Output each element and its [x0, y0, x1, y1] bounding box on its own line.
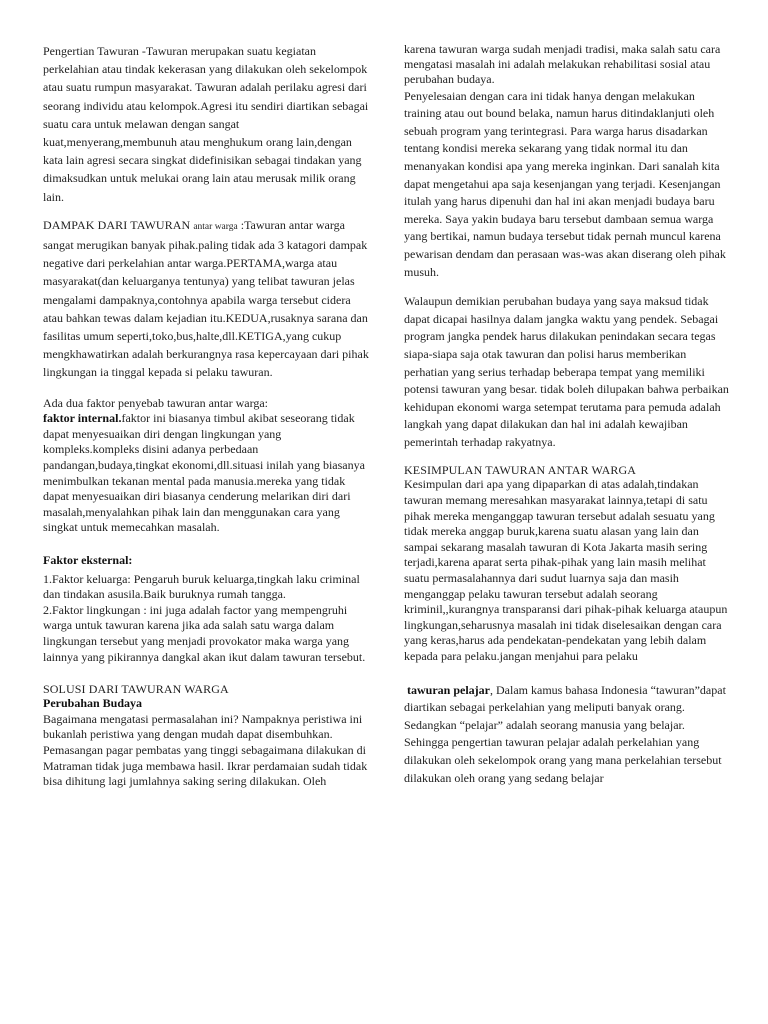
- label-faktor-eksternal: Faktor eksternal:: [43, 553, 133, 567]
- right-column: [404, 42, 732, 787]
- label-tawuran-pelajar: tawuran pelajar: [407, 682, 490, 697]
- tawuran-pelajar-body: , Dalam kamus bahasa Indonesia “tawuran”dapat diartikan sebagai perkelahian yang meliputi banyak orang. Sedangkan “pelajar” adalah seorang manusia yang belajar. Sehingga pengertian tawuran pelajar adalah perkelahian yang dilakukan oleh sekelompok orang yang mana perkelahian tersebut dilakukan oleh orang yang sedang belajar: [404, 682, 726, 785]
- paragraph-faktor-internal: [43, 411, 369, 536]
- dampak-body: :Tawuran antar warga sangat merugikan banyak pihak.paling tidak ada 3 katagori dampak negative dari perkelahian antar warga.PERTAMA,warga atau masyarakat(dan keluarganya tentunya) yang telibat tawuran jelas mengalami dampaknya,contohnya apabila warga tersebut cidera atau bahkan tewas dalam kejadian itu.KEDUA,rusaknya sarana dan fasilitas umum seperti,toko,bus,halte,dll.KETIGA,yang cukup mengkhawatirkan adalah berkurangnya rasa kepercayaan dari pihak lingkungan ia tinggal kepada si pelaku tawuran.: [43, 217, 369, 380]
- paragraph-faktor-lingkungan: 2.Faktor lingkungan : ini juga adalah factor yang mempengruhi warga untuk tawuran karena jika ada salah satu warga dalam lingkungan tersebut yang menjadi provokator maka warga yang lainnya yang pikirannya dangkal akan ikut dalam tawuran tersebut.: [43, 602, 366, 664]
- paragraph-perubahan-jangka: Walaupun demikian perubahan budaya yang saya maksud tidak dapat dicapai hasilnya dalam jangka waktu yang pendek. Sebagai program jangka pendek harus dilakukan penindakan secara tegas siapa-siapa saja otak tawuran dan polisi harus memberikan perhatian yang serius terhadap beberapa tempat yang memiliki potensi tawuran yang besar. tidak boleh dilupakan bahwa perbaikan kehidupan ekonomi warga setempat terutama para pemuda adalah langkah yang dapat dilakukan dan hal ini adalah kewajiban pemerintah terhadap rakyatnya.: [404, 294, 729, 449]
- heading-kesimpulan: KESIMPULAN TAWURAN ANTAR WARGA: [404, 463, 637, 478]
- paragraph-pengertian-tawuran: Pengertian Tawuran -Tawuran merupakan suatu kegiatan perkelahian atau tindak kekerasan yang dilakukan oleh sekelompok atau suatu rumpun masyarakat. Tawuran adalah perilaku agresi dari seorang individu atau kelompok.Agresi itu sendiri diartikan sebagai suatu cara untuk melawan dengan sangat kuat,menyerang,membunuh atau menghukum orang lain,dengan kata lain agresi secara singkat didefinisikan sebagai tindakan yang dimaksudkan untuk melukai orang lain atau merusak milik orang lain.: [43, 44, 369, 204]
- paragraph-faktor-intro: Ada dua faktor penyebab tawuran antar warga:: [43, 395, 269, 410]
- paragraph-tawuran-pelajar: [404, 682, 732, 788]
- heading-solusi-tawuran: SOLUSI DARI TAWURAN WARGA: [43, 682, 229, 697]
- subheading-antar-warga: antar warga: [193, 221, 238, 232]
- left-column: [43, 42, 369, 790]
- label-perubahan-budaya: Perubahan Budaya: [43, 696, 143, 711]
- paragraph-dampak-tawuran: [43, 216, 369, 382]
- paragraph-penyelesaian: Penyelesaian dengan cara ini tidak hanya dengan melakukan training atau out bound belaka, namun harus ditindaklanjuti oleh sebuah program yang terintegrasi. Para warga harus disadarkan tentang kondisi mereka sekarang yang tidak normal itu dan menanyakan kondisi apa yang mereka inginkan. Dari sanalah kita dapat mengetahui apa saja kesenjangan yang terjadi. Kesenjangan itulah yang harus dipenuhi dan hal ini akan menjadi budaya baru mereka. Saya yakin budaya baru tersebut dambaan semua warga yang bertikai, namun budaya tersebut tidak pernah muncul karena pewarisan dendam dan perasaan was-was akan diserang oleh pihak musuh.: [404, 88, 726, 279]
- paragraph-kesimpulan: Kesimpulan dari apa yang dipaparkan di atas adalah,tindakan tawuran memang meresahkan masyarakat lainnya,tetapi di satu pihak mereka menganggap tawuran tersebut adalah sesuatu yang tidak mereka anggap buruk,karena suatu alasan yang lain dan sampai sekarang masalah tawuran di Kota Jakarta masih sering terjadi,karena aparat serta pihak-pihak yang lain masih melihat suatu permasalahannya dari sudut luarnya saja dan masih menganggap pelaku tawuran tersebut adalah seorang kriminil,,kurangnya transparansi dari pihak-pihak keluarga ataupun lingkungan,seharusnya masalah ini tidak diselesaikan dengan cara yang keras,harus ada pendekatan-pendekatan yang lebih dalam kepada para pelaku.jangan menjahui para pelaku: [404, 477, 728, 664]
- paragraph-rehabilitasi: karena tawuran warga sudah menjadi tradisi, maka salah satu cara mengatasi masalah ini adalah melakukan rehabilitasi sosial atau perubahan budaya.: [404, 42, 721, 87]
- faktor-internal-body: faktor ini biasanya timbul akibat seseorang tidak dapat menyesuaikan diri dengan lingkungan yang kompleks.kompleks disini adanya perbedaan pandangan,budaya,tingkat ekonomi,dll.situasi inilah yang biasanya menimbulkan tekanan mental pada manusia.mereka yang tidak dapat menyesuaikan diri biasanya cenderung melarikan diri dari masalah,menyalahkan pihak lain dan menggunakan cara yang singkat untuk memecahkan masalah.: [43, 411, 365, 535]
- paragraph-faktor-keluarga: 1.Faktor keluarga: Pengaruh buruk keluarga,tingkah laku criminal dan tindakan asusila.Baik buruknya rumah tangga.: [43, 571, 360, 602]
- heading-dampak-tawuran: DAMPAK DARI TAWURAN: [43, 217, 191, 232]
- paragraph-perubahan-budaya: Bagaimana mengatasi permasalahan ini? Nampaknya peristiwa ini bukanlah peristiwa yang dengan mudah dapat disembuhkan. Pemasangan pagar pembatas yang tinggi sebagaimana dilakukan di Matraman tidak juga membawa hasil. Ikrar perdamaian sudah tidak bisa dihitung lagi jumlahnya saking sering dilakukan. Oleh: [43, 711, 368, 789]
- label-faktor-internal: faktor internal.: [43, 411, 122, 426]
